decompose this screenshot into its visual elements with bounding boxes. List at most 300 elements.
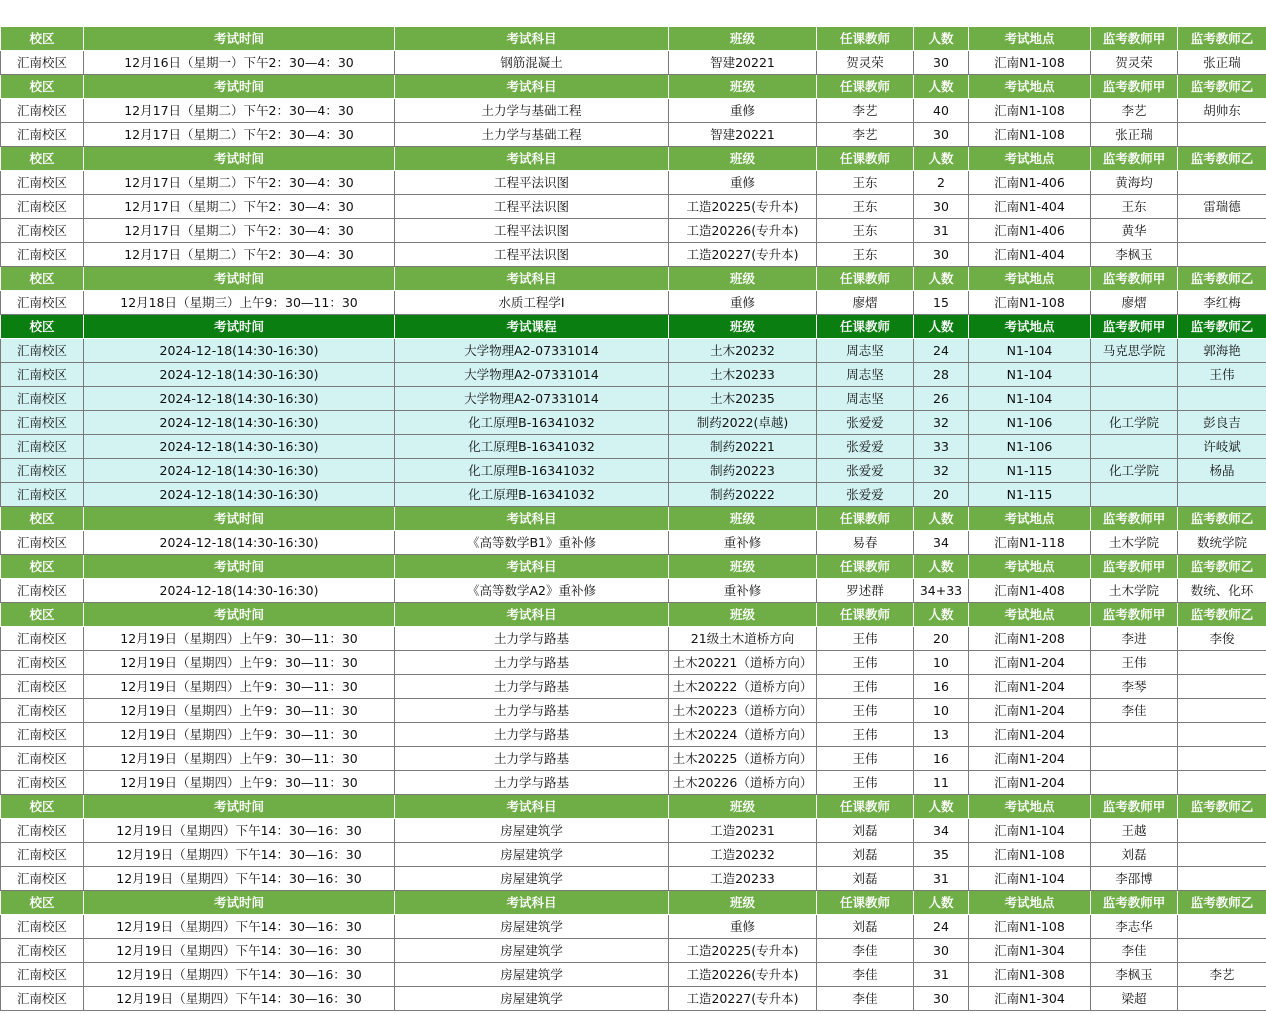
cell-subject[interactable]: 工程平法识图 — [395, 219, 669, 243]
cell-teacher[interactable]: 罗述群 — [817, 579, 914, 603]
cell-teacher[interactable]: 张爱爱 — [817, 483, 914, 507]
header-cell-location[interactable]: 考试地点 — [969, 75, 1091, 99]
header-cell-exam-time[interactable]: 考试时间 — [84, 795, 395, 819]
cell-class[interactable]: 工造20233 — [669, 867, 817, 891]
cell-proctor-a[interactable] — [1091, 771, 1178, 795]
cell-class[interactable]: 重修 — [669, 915, 817, 939]
cell-exam-time[interactable]: 12月17日（星期二）下午2：30—4：30 — [84, 99, 395, 123]
cell-teacher[interactable]: 刘磊 — [817, 867, 914, 891]
cell-campus[interactable]: 汇南校区 — [1, 123, 84, 147]
cell-exam-time[interactable]: 2024-12-18(14:30-16:30) — [84, 531, 395, 555]
cell-subject[interactable]: 大学物理A2-07331014 — [395, 387, 669, 411]
cell-location[interactable]: N1-115 — [969, 459, 1091, 483]
cell-campus[interactable]: 汇南校区 — [1, 867, 84, 891]
cell-teacher[interactable]: 李佳 — [817, 963, 914, 987]
cell-campus[interactable]: 汇南校区 — [1, 459, 84, 483]
cell-count[interactable]: 2 — [914, 171, 969, 195]
cell-campus[interactable]: 汇南校区 — [1, 723, 84, 747]
cell-proctor-b[interactable]: 杨晶 — [1178, 459, 1266, 483]
cell-count[interactable]: 20 — [914, 483, 969, 507]
cell-subject[interactable]: 土力学与路基 — [395, 675, 669, 699]
cell-teacher[interactable]: 王伟 — [817, 699, 914, 723]
cell-count[interactable]: 30 — [914, 987, 969, 1011]
cell-exam-time[interactable]: 12月19日（星期四）上午9：30—11：30 — [84, 651, 395, 675]
cell-count[interactable]: 32 — [914, 411, 969, 435]
header-cell-proctor-b[interactable]: 监考教师乙 — [1178, 795, 1266, 819]
cell-class[interactable]: 智建20221 — [669, 123, 817, 147]
header-cell-class[interactable]: 班级 — [669, 27, 817, 51]
cell-teacher[interactable]: 张爱爱 — [817, 459, 914, 483]
cell-exam-time[interactable]: 2024-12-18(14:30-16:30) — [84, 387, 395, 411]
cell-location[interactable]: 汇南N1-208 — [969, 627, 1091, 651]
cell-proctor-a[interactable]: 马克思学院 — [1091, 339, 1178, 363]
cell-exam-time[interactable]: 12月19日（星期四）下午14：30—16：30 — [84, 987, 395, 1011]
cell-campus[interactable]: 汇南校区 — [1, 627, 84, 651]
header-cell-teacher[interactable]: 任课教师 — [817, 603, 914, 627]
cell-teacher[interactable]: 李艺 — [817, 99, 914, 123]
cell-teacher[interactable]: 张爱爱 — [817, 411, 914, 435]
cell-campus[interactable]: 汇南校区 — [1, 939, 84, 963]
header-cell-proctor-b[interactable]: 监考教师乙 — [1178, 147, 1266, 171]
header-cell-exam-time[interactable]: 考试时间 — [84, 555, 395, 579]
header-cell-class[interactable]: 班级 — [669, 147, 817, 171]
cell-subject[interactable]: 化工原理B-16341032 — [395, 411, 669, 435]
cell-proctor-b[interactable]: 郭海艳 — [1178, 339, 1266, 363]
cell-proctor-b[interactable] — [1178, 939, 1266, 963]
cell-teacher[interactable]: 王东 — [817, 171, 914, 195]
cell-proctor-b[interactable] — [1178, 987, 1266, 1011]
cell-subject[interactable]: 工程平法识图 — [395, 171, 669, 195]
cell-campus[interactable]: 汇南校区 — [1, 387, 84, 411]
cell-class[interactable]: 工造20232 — [669, 843, 817, 867]
cell-subject[interactable]: 工程平法识图 — [395, 195, 669, 219]
cell-subject[interactable]: 工程平法识图 — [395, 243, 669, 267]
cell-proctor-b[interactable] — [1178, 771, 1266, 795]
header-cell-proctor-b[interactable]: 监考教师乙 — [1178, 27, 1266, 51]
cell-class[interactable]: 智建20221 — [669, 51, 817, 75]
header-cell-proctor-a[interactable]: 监考教师甲 — [1091, 795, 1178, 819]
cell-count[interactable]: 31 — [914, 219, 969, 243]
cell-teacher[interactable]: 王东 — [817, 243, 914, 267]
cell-subject[interactable]: 大学物理A2-07331014 — [395, 339, 669, 363]
header-cell-subject[interactable]: 考试科目 — [395, 891, 669, 915]
cell-proctor-b[interactable]: 李俊 — [1178, 627, 1266, 651]
cell-count[interactable]: 33 — [914, 435, 969, 459]
cell-subject[interactable]: 房屋建筑学 — [395, 843, 669, 867]
cell-proctor-a[interactable]: 王东 — [1091, 195, 1178, 219]
cell-teacher[interactable]: 王东 — [817, 195, 914, 219]
cell-teacher[interactable]: 刘磊 — [817, 915, 914, 939]
cell-class[interactable]: 工造20225(专升本) — [669, 195, 817, 219]
cell-exam-time[interactable]: 12月17日（星期二）下午2：30—4：30 — [84, 195, 395, 219]
header-cell-location[interactable]: 考试地点 — [969, 795, 1091, 819]
header-cell-teacher[interactable]: 任课教师 — [817, 75, 914, 99]
header-cell-count[interactable]: 人数 — [914, 555, 969, 579]
cell-count[interactable]: 28 — [914, 363, 969, 387]
cell-count[interactable]: 32 — [914, 459, 969, 483]
cell-location[interactable]: 汇南N1-108 — [969, 291, 1091, 315]
header-cell-proctor-a[interactable]: 监考教师甲 — [1091, 891, 1178, 915]
cell-count[interactable]: 34 — [914, 531, 969, 555]
cell-class[interactable]: 土木20226（道桥方向） — [669, 771, 817, 795]
cell-proctor-a[interactable]: 李志华 — [1091, 915, 1178, 939]
header-cell-proctor-b[interactable]: 监考教师乙 — [1178, 891, 1266, 915]
header-cell-proctor-b[interactable]: 监考教师乙 — [1178, 315, 1266, 339]
cell-campus[interactable]: 汇南校区 — [1, 171, 84, 195]
cell-location[interactable]: 汇南N1-204 — [969, 699, 1091, 723]
cell-location[interactable]: 汇南N1-104 — [969, 819, 1091, 843]
cell-subject[interactable]: 土力学与路基 — [395, 771, 669, 795]
cell-count[interactable]: 10 — [914, 699, 969, 723]
header-cell-proctor-a[interactable]: 监考教师甲 — [1091, 27, 1178, 51]
cell-subject[interactable]: 土力学与路基 — [395, 723, 669, 747]
cell-exam-time[interactable]: 12月19日（星期四）上午9：30—11：30 — [84, 699, 395, 723]
header-cell-count[interactable]: 人数 — [914, 315, 969, 339]
header-cell-subject[interactable]: 考试科目 — [395, 795, 669, 819]
cell-proctor-a[interactable]: 黄海均 — [1091, 171, 1178, 195]
cell-count[interactable]: 24 — [914, 915, 969, 939]
cell-exam-time[interactable]: 2024-12-18(14:30-16:30) — [84, 411, 395, 435]
cell-subject[interactable]: 房屋建筑学 — [395, 987, 669, 1011]
cell-proctor-a[interactable]: 王越 — [1091, 819, 1178, 843]
cell-count[interactable]: 30 — [914, 939, 969, 963]
header-cell-location[interactable]: 考试地点 — [969, 315, 1091, 339]
header-cell-count[interactable]: 人数 — [914, 75, 969, 99]
cell-campus[interactable]: 汇南校区 — [1, 435, 84, 459]
cell-location[interactable]: N1-106 — [969, 411, 1091, 435]
cell-teacher[interactable]: 王伟 — [817, 675, 914, 699]
cell-subject[interactable]: 房屋建筑学 — [395, 915, 669, 939]
header-cell-campus[interactable]: 校区 — [1, 315, 84, 339]
cell-teacher[interactable]: 刘磊 — [817, 843, 914, 867]
cell-location[interactable]: N1-104 — [969, 339, 1091, 363]
cell-proctor-a[interactable]: 李佳 — [1091, 939, 1178, 963]
header-cell-count[interactable]: 人数 — [914, 507, 969, 531]
cell-proctor-b[interactable] — [1178, 123, 1266, 147]
cell-proctor-b[interactable] — [1178, 867, 1266, 891]
header-cell-proctor-b[interactable]: 监考教师乙 — [1178, 507, 1266, 531]
cell-proctor-b[interactable]: 张正瑞 — [1178, 51, 1266, 75]
header-cell-teacher[interactable]: 任课教师 — [817, 795, 914, 819]
header-cell-teacher[interactable]: 任课教师 — [817, 891, 914, 915]
cell-proctor-b[interactable] — [1178, 843, 1266, 867]
cell-campus[interactable]: 汇南校区 — [1, 675, 84, 699]
cell-exam-time[interactable]: 12月19日（星期四）下午14：30—16：30 — [84, 939, 395, 963]
cell-class[interactable]: 制药20222 — [669, 483, 817, 507]
cell-subject[interactable]: 化工原理B-16341032 — [395, 483, 669, 507]
cell-teacher[interactable]: 周志坚 — [817, 339, 914, 363]
header-cell-class[interactable]: 班级 — [669, 555, 817, 579]
cell-location[interactable]: 汇南N1-308 — [969, 963, 1091, 987]
cell-count[interactable]: 15 — [914, 291, 969, 315]
cell-proctor-b[interactable]: 李红梅 — [1178, 291, 1266, 315]
cell-class[interactable]: 制药2022(卓越) — [669, 411, 817, 435]
cell-class[interactable]: 重修 — [669, 291, 817, 315]
cell-campus[interactable]: 汇南校区 — [1, 771, 84, 795]
cell-proctor-b[interactable] — [1178, 387, 1266, 411]
cell-proctor-a[interactable] — [1091, 435, 1178, 459]
cell-proctor-a[interactable]: 土木学院 — [1091, 531, 1178, 555]
cell-campus[interactable]: 汇南校区 — [1, 51, 84, 75]
cell-class[interactable]: 土木20235 — [669, 387, 817, 411]
cell-proctor-a[interactable]: 贺灵荣 — [1091, 51, 1178, 75]
cell-count[interactable]: 20 — [914, 627, 969, 651]
cell-proctor-b[interactable] — [1178, 483, 1266, 507]
cell-subject[interactable]: 房屋建筑学 — [395, 867, 669, 891]
cell-subject[interactable]: 房屋建筑学 — [395, 819, 669, 843]
cell-teacher[interactable]: 贺灵荣 — [817, 51, 914, 75]
cell-exam-time[interactable]: 12月19日（星期四）下午14：30—16：30 — [84, 867, 395, 891]
cell-class[interactable]: 土木20222（道桥方向） — [669, 675, 817, 699]
cell-teacher[interactable]: 王伟 — [817, 627, 914, 651]
header-cell-exam-time[interactable]: 考试时间 — [84, 27, 395, 51]
cell-class[interactable]: 工造20225(专升本) — [669, 939, 817, 963]
cell-subject[interactable]: 水质工程学Ⅰ — [395, 291, 669, 315]
cell-proctor-b[interactable] — [1178, 171, 1266, 195]
cell-teacher[interactable]: 周志坚 — [817, 363, 914, 387]
cell-subject[interactable]: 房屋建筑学 — [395, 963, 669, 987]
header-cell-class[interactable]: 班级 — [669, 603, 817, 627]
header-cell-exam-time[interactable]: 考试时间 — [84, 147, 395, 171]
header-cell-subject[interactable]: 考试科目 — [395, 75, 669, 99]
cell-proctor-a[interactable] — [1091, 483, 1178, 507]
header-cell-count[interactable]: 人数 — [914, 891, 969, 915]
cell-teacher[interactable]: 易春 — [817, 531, 914, 555]
cell-location[interactable]: N1-104 — [969, 363, 1091, 387]
cell-proctor-b[interactable]: 彭良吉 — [1178, 411, 1266, 435]
cell-proctor-a[interactable]: 李枫玉 — [1091, 963, 1178, 987]
cell-teacher[interactable]: 李艺 — [817, 123, 914, 147]
header-cell-location[interactable]: 考试地点 — [969, 603, 1091, 627]
cell-proctor-a[interactable] — [1091, 747, 1178, 771]
cell-teacher[interactable]: 王伟 — [817, 747, 914, 771]
cell-teacher[interactable]: 周志坚 — [817, 387, 914, 411]
header-cell-proctor-a[interactable]: 监考教师甲 — [1091, 555, 1178, 579]
cell-count[interactable]: 30 — [914, 123, 969, 147]
cell-count[interactable]: 26 — [914, 387, 969, 411]
header-cell-proctor-b[interactable]: 监考教师乙 — [1178, 267, 1266, 291]
cell-proctor-a[interactable] — [1091, 723, 1178, 747]
cell-campus[interactable]: 汇南校区 — [1, 339, 84, 363]
cell-class[interactable]: 制药20223 — [669, 459, 817, 483]
cell-exam-time[interactable]: 12月19日（星期四）下午14：30—16：30 — [84, 843, 395, 867]
cell-proctor-b[interactable]: 胡帅东 — [1178, 99, 1266, 123]
cell-location[interactable]: N1-106 — [969, 435, 1091, 459]
header-cell-teacher[interactable]: 任课教师 — [817, 315, 914, 339]
cell-subject[interactable]: 土力学与路基 — [395, 627, 669, 651]
cell-proctor-a[interactable]: 王伟 — [1091, 651, 1178, 675]
cell-campus[interactable]: 汇南校区 — [1, 363, 84, 387]
header-cell-proctor-a[interactable]: 监考教师甲 — [1091, 315, 1178, 339]
cell-count[interactable]: 35 — [914, 843, 969, 867]
cell-campus[interactable]: 汇南校区 — [1, 651, 84, 675]
header-cell-exam-time[interactable]: 考试时间 — [84, 267, 395, 291]
header-cell-subject[interactable]: 考试科目 — [395, 555, 669, 579]
cell-class[interactable]: 工造20231 — [669, 819, 817, 843]
header-cell-count[interactable]: 人数 — [914, 267, 969, 291]
header-cell-teacher[interactable]: 任课教师 — [817, 555, 914, 579]
header-cell-exam-time[interactable]: 考试时间 — [84, 315, 395, 339]
cell-class[interactable]: 工造20226(专升本) — [669, 219, 817, 243]
cell-count[interactable]: 24 — [914, 339, 969, 363]
header-cell-class[interactable]: 班级 — [669, 795, 817, 819]
cell-count[interactable]: 30 — [914, 243, 969, 267]
header-cell-teacher[interactable]: 任课教师 — [817, 267, 914, 291]
header-cell-teacher[interactable]: 任课教师 — [817, 147, 914, 171]
cell-subject[interactable]: 房屋建筑学 — [395, 939, 669, 963]
cell-class[interactable]: 土木20233 — [669, 363, 817, 387]
cell-campus[interactable]: 汇南校区 — [1, 747, 84, 771]
cell-campus[interactable]: 汇南校区 — [1, 579, 84, 603]
header-cell-teacher[interactable]: 任课教师 — [817, 507, 914, 531]
cell-proctor-a[interactable]: 李琴 — [1091, 675, 1178, 699]
cell-proctor-b[interactable]: 李艺 — [1178, 963, 1266, 987]
header-cell-campus[interactable]: 校区 — [1, 27, 84, 51]
header-cell-campus[interactable]: 校区 — [1, 507, 84, 531]
cell-count[interactable]: 16 — [914, 675, 969, 699]
cell-proctor-b[interactable]: 王伟 — [1178, 363, 1266, 387]
cell-proctor-a[interactable]: 黄华 — [1091, 219, 1178, 243]
cell-count[interactable]: 34+33 — [914, 579, 969, 603]
cell-exam-time[interactable]: 2024-12-18(14:30-16:30) — [84, 579, 395, 603]
cell-proctor-b[interactable]: 许岐斌 — [1178, 435, 1266, 459]
cell-exam-time[interactable]: 12月17日（星期二）下午2：30—4：30 — [84, 243, 395, 267]
cell-location[interactable]: N1-104 — [969, 387, 1091, 411]
cell-proctor-b[interactable] — [1178, 747, 1266, 771]
header-cell-count[interactable]: 人数 — [914, 27, 969, 51]
header-cell-subject[interactable]: 考试科目 — [395, 147, 669, 171]
cell-campus[interactable]: 汇南校区 — [1, 411, 84, 435]
cell-count[interactable]: 34 — [914, 819, 969, 843]
cell-teacher[interactable]: 王东 — [817, 219, 914, 243]
cell-subject[interactable]: 《高等数学B1》重补修 — [395, 531, 669, 555]
cell-exam-time[interactable]: 12月19日（星期四）上午9：30—11：30 — [84, 747, 395, 771]
header-cell-class[interactable]: 班级 — [669, 891, 817, 915]
cell-teacher[interactable]: 张爱爱 — [817, 435, 914, 459]
cell-location[interactable]: 汇南N1-108 — [969, 51, 1091, 75]
cell-proctor-a[interactable]: 李佳 — [1091, 699, 1178, 723]
cell-location[interactable]: 汇南N1-108 — [969, 123, 1091, 147]
cell-campus[interactable]: 汇南校区 — [1, 243, 84, 267]
cell-location[interactable]: 汇南N1-204 — [969, 675, 1091, 699]
cell-proctor-a[interactable]: 李进 — [1091, 627, 1178, 651]
cell-class[interactable]: 重补修 — [669, 531, 817, 555]
cell-count[interactable]: 30 — [914, 195, 969, 219]
cell-class[interactable]: 土木20232 — [669, 339, 817, 363]
cell-location[interactable]: N1-115 — [969, 483, 1091, 507]
header-cell-subject[interactable]: 考试科目 — [395, 603, 669, 627]
cell-location[interactable]: 汇南N1-408 — [969, 579, 1091, 603]
cell-proctor-a[interactable]: 李枫玉 — [1091, 243, 1178, 267]
cell-class[interactable]: 土木20225（道桥方向） — [669, 747, 817, 771]
cell-location[interactable]: 汇南N1-118 — [969, 531, 1091, 555]
header-cell-count[interactable]: 人数 — [914, 603, 969, 627]
cell-location[interactable]: 汇南N1-108 — [969, 99, 1091, 123]
cell-teacher[interactable]: 王伟 — [817, 723, 914, 747]
header-cell-class[interactable]: 班级 — [669, 75, 817, 99]
cell-class[interactable]: 工造20227(专升本) — [669, 243, 817, 267]
cell-proctor-a[interactable]: 化工学院 — [1091, 411, 1178, 435]
cell-proctor-b[interactable]: 雷瑞德 — [1178, 195, 1266, 219]
cell-location[interactable]: 汇南N1-108 — [969, 915, 1091, 939]
header-cell-location[interactable]: 考试地点 — [969, 27, 1091, 51]
cell-class[interactable]: 土木20221（道桥方向） — [669, 651, 817, 675]
cell-class[interactable]: 工造20226(专升本) — [669, 963, 817, 987]
cell-campus[interactable]: 汇南校区 — [1, 291, 84, 315]
cell-teacher[interactable]: 刘磊 — [817, 819, 914, 843]
header-cell-campus[interactable]: 校区 — [1, 555, 84, 579]
header-cell-subject[interactable]: 考试科目 — [395, 267, 669, 291]
cell-exam-time[interactable]: 2024-12-18(14:30-16:30) — [84, 339, 395, 363]
header-cell-campus[interactable]: 校区 — [1, 267, 84, 291]
header-cell-proctor-a[interactable]: 监考教师甲 — [1091, 507, 1178, 531]
cell-class[interactable]: 重补修 — [669, 579, 817, 603]
header-cell-campus[interactable]: 校区 — [1, 75, 84, 99]
cell-subject[interactable]: 土力学与路基 — [395, 747, 669, 771]
cell-proctor-a[interactable]: 李艺 — [1091, 99, 1178, 123]
cell-subject[interactable]: 化工原理B-16341032 — [395, 459, 669, 483]
cell-proctor-a[interactable]: 化工学院 — [1091, 459, 1178, 483]
cell-campus[interactable]: 汇南校区 — [1, 819, 84, 843]
cell-class[interactable]: 土木20223（道桥方向） — [669, 699, 817, 723]
cell-exam-time[interactable]: 12月19日（星期四）下午14：30—16：30 — [84, 963, 395, 987]
cell-campus[interactable]: 汇南校区 — [1, 483, 84, 507]
header-cell-exam-time[interactable]: 考试时间 — [84, 891, 395, 915]
cell-count[interactable]: 11 — [914, 771, 969, 795]
header-cell-proctor-b[interactable]: 监考教师乙 — [1178, 555, 1266, 579]
cell-exam-time[interactable]: 12月17日（星期二）下午2：30—4：30 — [84, 219, 395, 243]
cell-proctor-b[interactable] — [1178, 675, 1266, 699]
cell-count[interactable]: 30 — [914, 51, 969, 75]
cell-subject[interactable]: 大学物理A2-07331014 — [395, 363, 669, 387]
cell-proctor-b[interactable] — [1178, 915, 1266, 939]
cell-proctor-a[interactable] — [1091, 363, 1178, 387]
cell-campus[interactable]: 汇南校区 — [1, 987, 84, 1011]
cell-subject[interactable]: 土力学与路基 — [395, 651, 669, 675]
header-cell-count[interactable]: 人数 — [914, 147, 969, 171]
cell-proctor-b[interactable] — [1178, 819, 1266, 843]
cell-location[interactable]: 汇南N1-304 — [969, 939, 1091, 963]
cell-class[interactable]: 制药20221 — [669, 435, 817, 459]
header-cell-location[interactable]: 考试地点 — [969, 147, 1091, 171]
header-cell-location[interactable]: 考试地点 — [969, 891, 1091, 915]
cell-exam-time[interactable]: 12月19日（星期四）下午14：30—16：30 — [84, 819, 395, 843]
header-cell-teacher[interactable]: 任课教师 — [817, 27, 914, 51]
cell-subject[interactable]: 土力学与基础工程 — [395, 123, 669, 147]
header-cell-proctor-a[interactable]: 监考教师甲 — [1091, 603, 1178, 627]
header-cell-proctor-b[interactable]: 监考教师乙 — [1178, 75, 1266, 99]
cell-campus[interactable]: 汇南校区 — [1, 219, 84, 243]
cell-teacher[interactable]: 李佳 — [817, 987, 914, 1011]
cell-campus[interactable]: 汇南校区 — [1, 699, 84, 723]
cell-exam-time[interactable]: 2024-12-18(14:30-16:30) — [84, 435, 395, 459]
cell-subject[interactable]: 《高等数学A2》重补修 — [395, 579, 669, 603]
header-cell-location[interactable]: 考试地点 — [969, 507, 1091, 531]
cell-location[interactable]: 汇南N1-204 — [969, 723, 1091, 747]
header-cell-class[interactable]: 班级 — [669, 315, 817, 339]
cell-proctor-a[interactable]: 张正瑞 — [1091, 123, 1178, 147]
cell-count[interactable]: 40 — [914, 99, 969, 123]
cell-proctor-a[interactable]: 刘磊 — [1091, 843, 1178, 867]
header-cell-class[interactable]: 班级 — [669, 267, 817, 291]
cell-exam-time[interactable]: 2024-12-18(14:30-16:30) — [84, 459, 395, 483]
header-cell-exam-time[interactable]: 考试时间 — [84, 75, 395, 99]
cell-location[interactable]: 汇南N1-108 — [969, 843, 1091, 867]
cell-proctor-a[interactable]: 李邵博 — [1091, 867, 1178, 891]
cell-proctor-b[interactable] — [1178, 699, 1266, 723]
cell-location[interactable]: 汇南N1-406 — [969, 171, 1091, 195]
cell-class[interactable]: 21级土木道桥方向 — [669, 627, 817, 651]
